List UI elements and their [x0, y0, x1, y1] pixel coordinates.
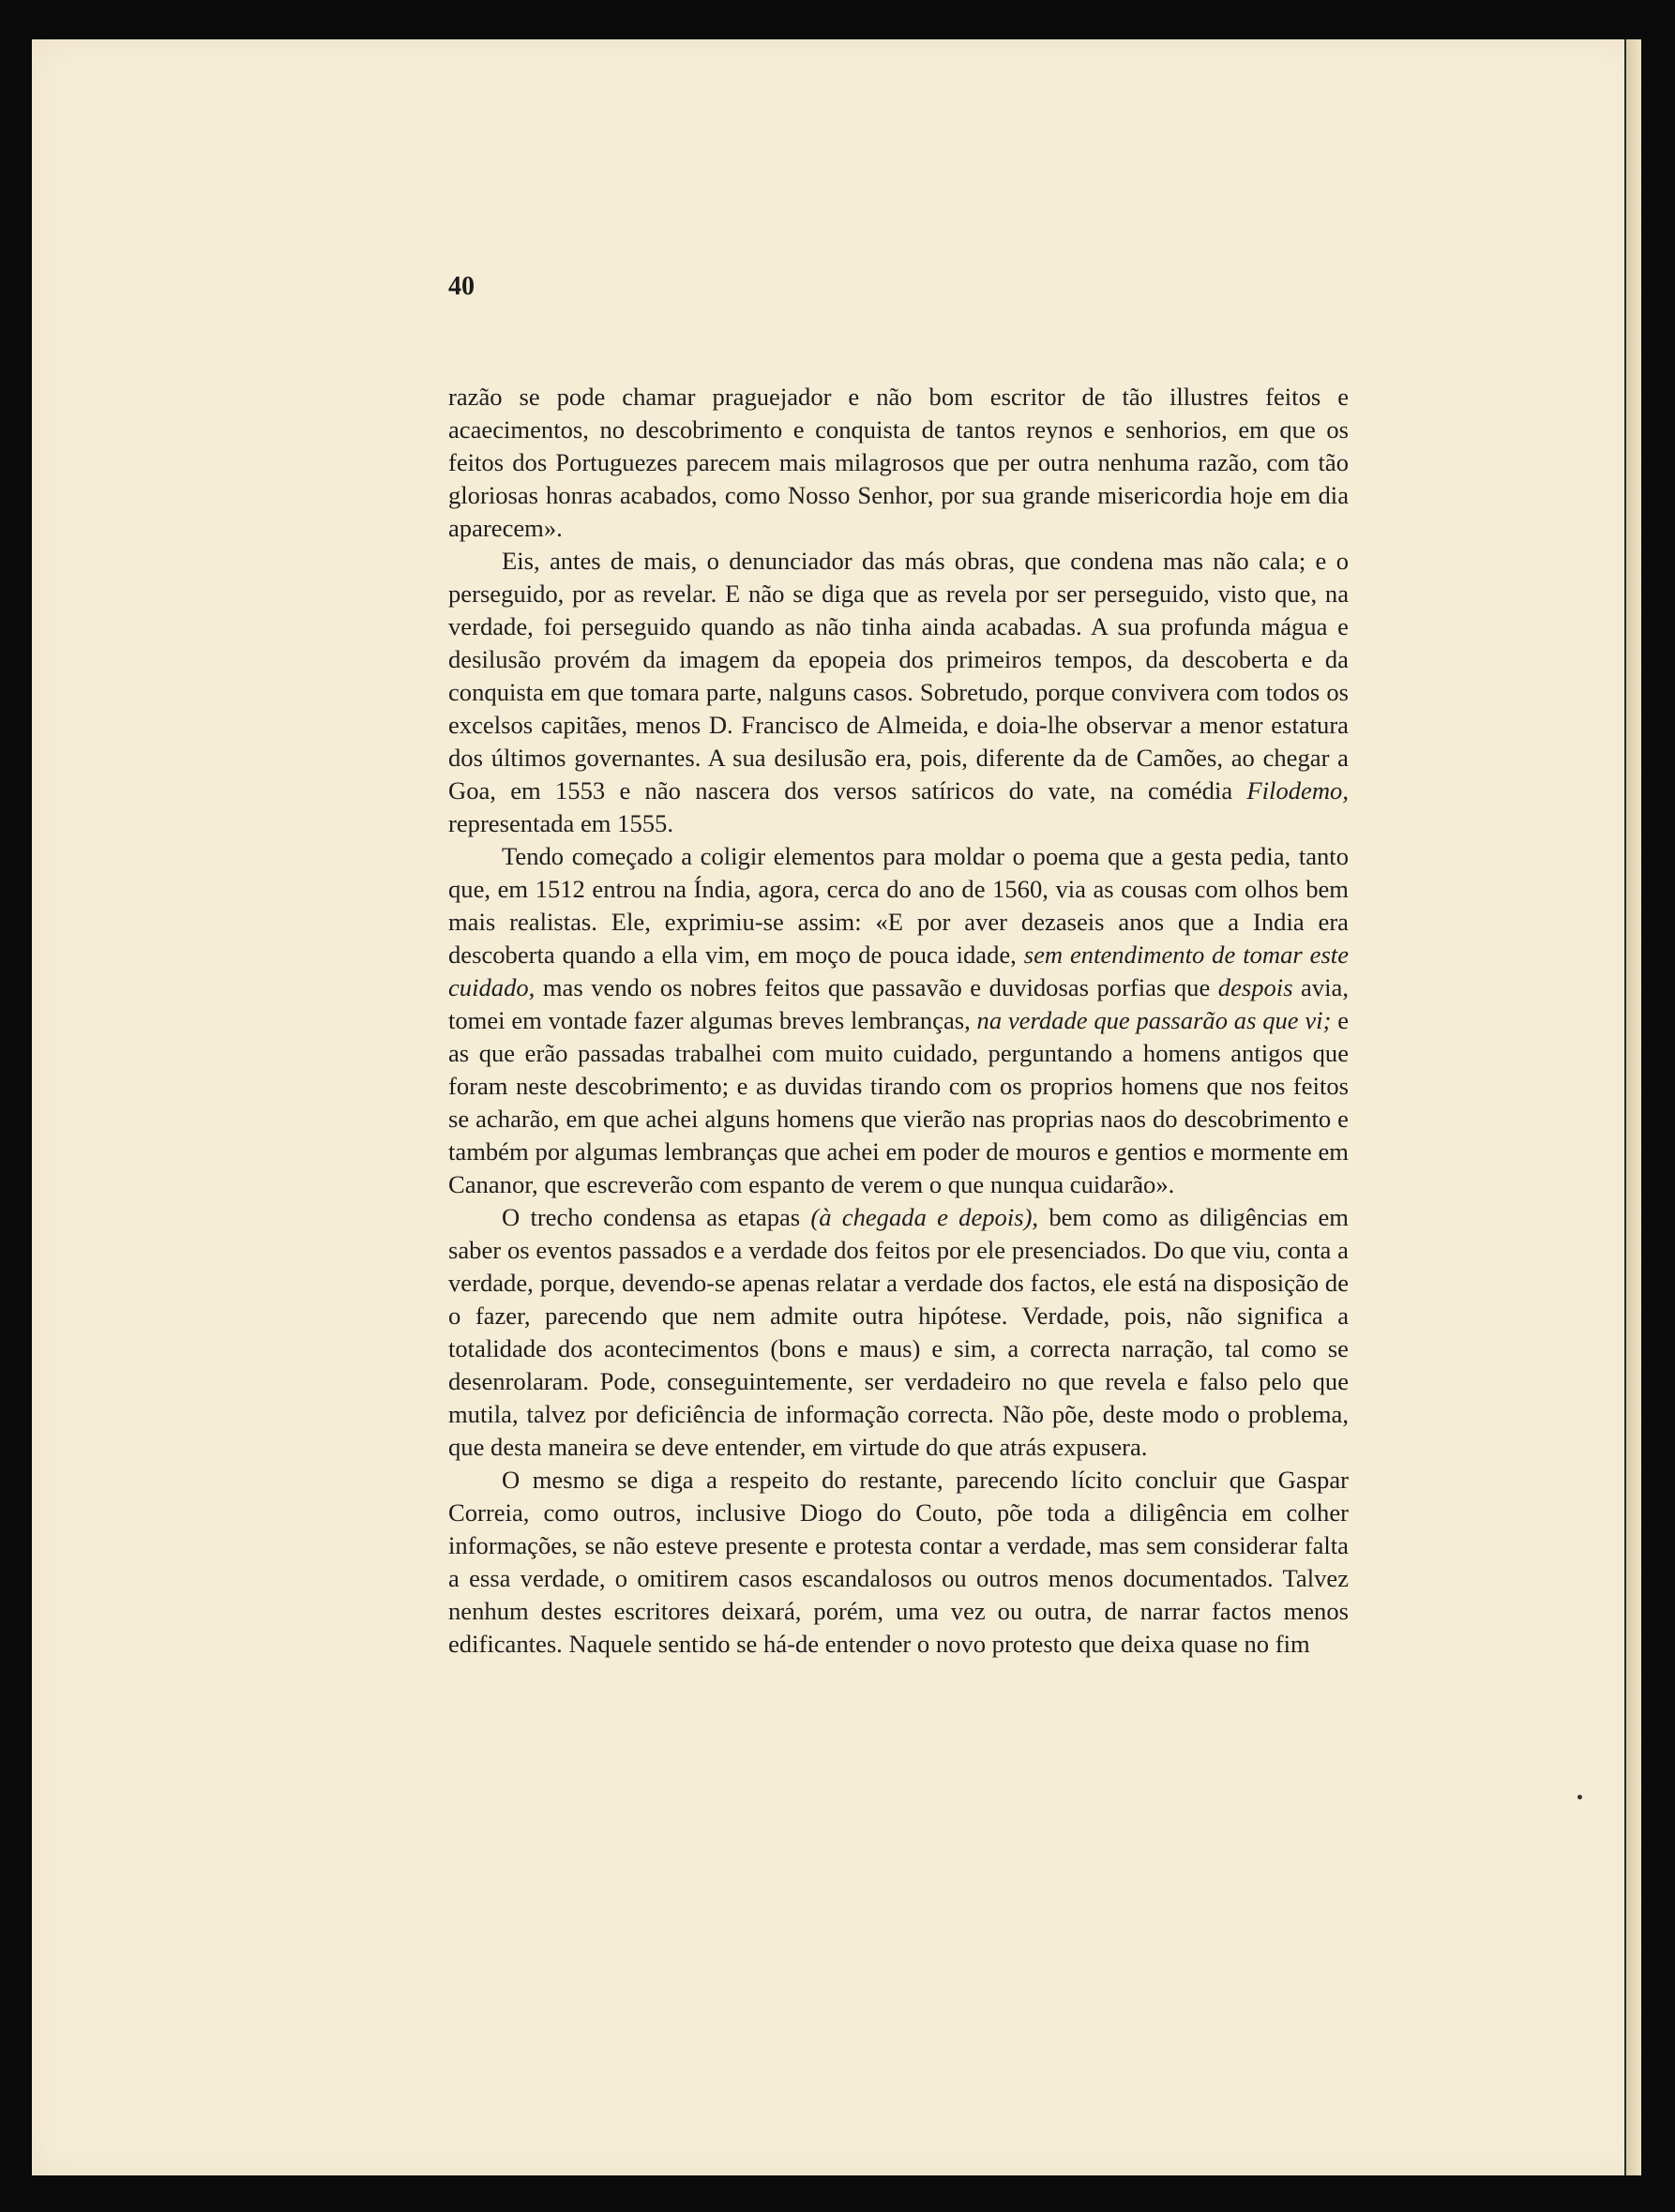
text-run: avia, tomei em vontade fazer algumas breves lembranças,	[448, 973, 1350, 1034]
text-run: representada em 1555.	[448, 809, 673, 837]
text-run: bem como as diligências em saber os eventos passados e a verdade dos feitos por ele presenciados. Do que viu, conta a verdade, porque, devendo-se apenas relatar a verdade dos factos, ele está na disposição de o fazer, parecendo que nem admite outra hipótese. Verdade, pois, não significa a totalidade dos acontecimentos (bons e maus) e sim, a correcta narração, tal como se desenrolaram. Pode, conseguintemente, ser verdadeiro no que revela e falso pelo que mutila, talvez por deficiência de informação correcta. Não põe, deste modo o problema, que desta maneira se deve entender, em virtude do que atrás expusera.	[448, 1203, 1349, 1461]
paragraph	[448, 545, 1349, 840]
paragraph	[448, 1464, 1349, 1661]
text-run: Tendo começado a coligir elementos para moldar o poema que a gesta pedia, tanto que, em 1512 entrou na Índia, agora, cerca do ano de 1560, via as cousas com olhos bem mais realistas. Ele, exprimiu-se assim: «E por aver dezaseis anos que a India era descoberta quando a ella vim, em moço de pouca idade,	[448, 842, 1349, 969]
text-run: O mesmo se diga a respeito do restante, parecendo lícito concluir que Gaspar Correia, como outros, inclusive Diogo do Couto, põe toda a diligência em colher informações, se não esteve presente e protesta contar a verdade, mas sem considerar falta a essa verdade, o omitirem casos escandalosos ou outros menos documentados. Talvez nenhum destes escritores deixará, porém, uma vez ou outra, de narrar factos menos edificantes. Naquele sentido se há-de entender o novo protesto que deixa quase no fim	[448, 1466, 1349, 1658]
paragraph	[448, 840, 1349, 1201]
italic-run: na verdade que passarão as que vi;	[976, 1006, 1332, 1034]
body-text	[448, 381, 1349, 1661]
text-run: e as que erão passadas trabalhei com muito cuidado, perguntando a homens antigos que foram neste descobrimento; e as duvidas tirando com os proprios homens que nos feitos se acharão, em que achei alguns homens que vierão nas proprias naos do descobrimento e também por algumas lembranças que achei em poder de mouros e gentios e mormente em Cananor, que escreverão com espanto de verem o que nunqua cuidarão».	[448, 1006, 1349, 1198]
text-run: razão se pode chamar praguejador e não bom escritor de tão illustres feitos e acaecimentos, no descobrimento e conquista de tantos reynos e senhorios, em que os feitos dos Portuguezes parecem mais milagrosos que per outra nenhuma razão, com tão gloriosas honras acabados, como Nosso Senhor, por sua grande misericordia hoje em dia aparecem».	[448, 383, 1349, 542]
paragraph	[448, 381, 1349, 545]
book-page	[32, 39, 1641, 2175]
text-run: O trecho condensa as etapas	[502, 1203, 811, 1231]
text-run: mas vendo os nobres feitos que passavão e duvidosas porfias que	[535, 973, 1218, 1001]
stray-mark	[1577, 1795, 1582, 1799]
italic-run: despois	[1217, 973, 1293, 1001]
italic-run: (à chegada e depois),	[810, 1203, 1039, 1231]
text-run: Eis, antes de mais, o denunciador das más obras, que condena mas não cala; e o perseguido, por as revelar. E não se diga que as revela por ser perseguido, visto que, na verdade, foi perseguido quando as não tinha ainda acabadas. A sua profunda mágua e desilusão provém da imagem da epopeia dos primeiros tempos, da descoberta e da conquista em que tomara parte, nalguns casos. Sobretudo, porque convivera com todos os excelsos capitães, menos D. Francisco de Almeida, e doia-lhe observar a menor estatura dos últimos governantes. A sua desilusão era, pois, diferente da de Camões, ao chegar a Goa, em 1553 e não nascera dos versos satíricos do vate, na comédia	[448, 547, 1349, 805]
paragraph	[448, 1201, 1349, 1464]
italic-run: Filodemo,	[1246, 776, 1349, 805]
page-edge	[1624, 39, 1641, 2175]
page-number: 40	[448, 272, 475, 301]
italic-run: sem entendimento de tomar este cuidado,	[448, 940, 1349, 1001]
